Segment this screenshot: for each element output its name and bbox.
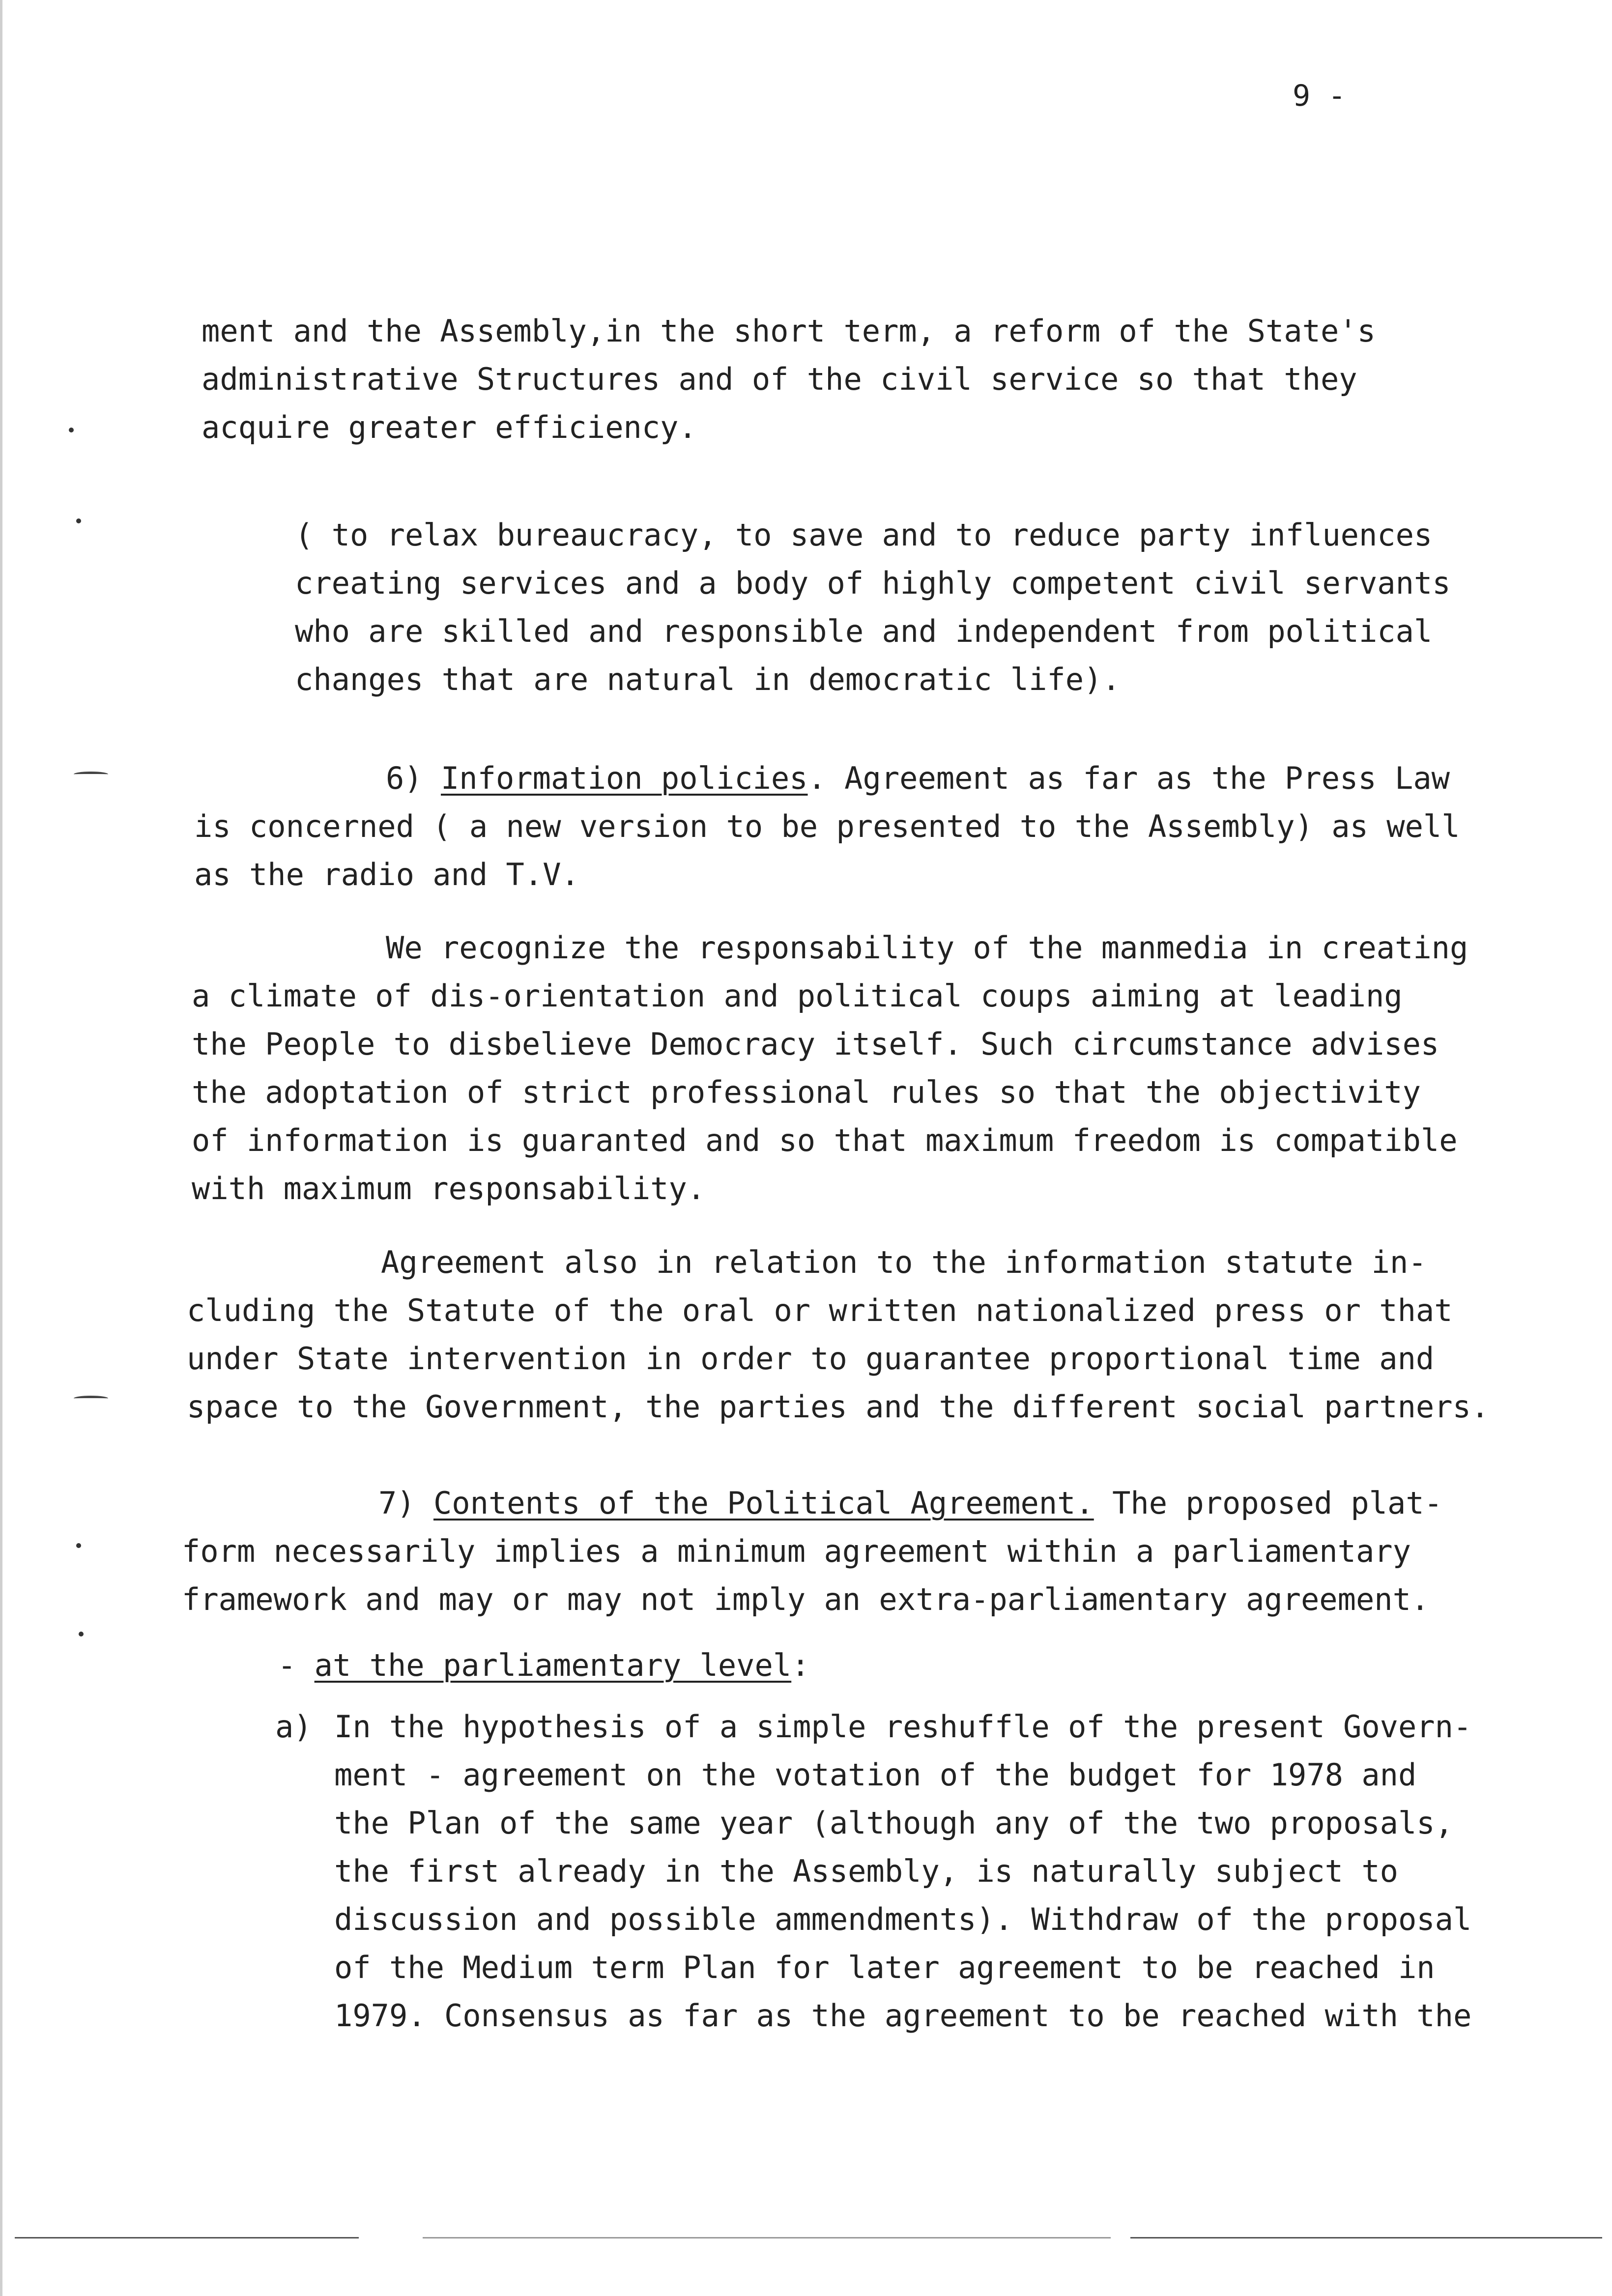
text-line: the adoptation of strict professional rules so that the objectivity	[192, 1074, 1421, 1110]
text-line: the People to disbelieve Democracy itself. Such circumstance advises	[192, 1026, 1439, 1062]
bottom-rule-middle	[423, 2237, 1111, 2239]
text-line: cluding the Statute of the oral or written nationalized press or that	[187, 1292, 1453, 1328]
dash: -	[278, 1647, 315, 1683]
text-run: . Agreement as far as the Press Law	[807, 760, 1450, 796]
section-6-first-line	[194, 754, 1460, 803]
subheading-parliamentary-level	[278, 1641, 810, 1690]
page-edge	[0, 0, 2, 2296]
section-6	[194, 754, 1460, 899]
text-line: 1979. Consensus as far as the agreement to be reached with the	[334, 1998, 1472, 2034]
text-line: a climate of dis-orientation and political coups aiming at leading	[192, 978, 1403, 1014]
margin-dot	[79, 1632, 84, 1636]
section-heading: Contents of the Political Agreement.	[433, 1485, 1094, 1521]
paragraph-statute	[187, 1238, 1489, 1431]
paragraph-reform	[202, 307, 1376, 452]
text-line: form necessarily implies a minimum agreement within a parliamentary	[182, 1533, 1411, 1569]
text-line: space to the Government, the parties and the different social partners.	[187, 1389, 1490, 1425]
margin-dot	[76, 518, 81, 523]
paragraph-media	[192, 924, 1468, 1213]
section-7-first-line	[182, 1479, 1442, 1527]
paragraph-bureaucracy	[295, 511, 1451, 704]
text-line: acquire greater efficiency.	[202, 409, 697, 445]
text-line: is concerned ( a new version to be presented to the Assembly) as well	[194, 808, 1460, 844]
text-run: The proposed plat-	[1094, 1485, 1442, 1521]
text-line: creating services and a body of highly competent civil servants	[295, 565, 1451, 601]
colon: :	[791, 1647, 810, 1683]
page-number: 9 -	[1293, 79, 1346, 113]
text-line: the Plan of the same year (although any of the two proposals,	[334, 1805, 1453, 1841]
text-line: In the hypothesis of a simple reshuffle of the present Govern-	[334, 1709, 1472, 1745]
section-number: 7)	[378, 1485, 415, 1521]
margin-dot	[69, 428, 74, 432]
text-line: of information is guaranted and so that maximum freedom is compatible	[192, 1122, 1458, 1158]
margin-dot	[76, 1543, 81, 1548]
margin-dash	[74, 1396, 108, 1401]
text-line: as the radio and T.V.	[194, 857, 579, 892]
section-7	[182, 1479, 1442, 1624]
text-line: ( to relax bureaucracy, to save and to reduce party influences	[295, 517, 1433, 553]
bottom-rule-right	[1130, 2237, 1602, 2239]
text-line: administrative Structures and of the civil service so that they	[202, 361, 1357, 397]
text-line: discussion and possible ammendments). Withdraw of the proposal	[334, 1901, 1472, 1937]
text-line: ment and the Assembly,in the short term, a reform of the State's	[202, 313, 1376, 349]
text-line: under State intervention in order to guarantee proportional time and	[187, 1341, 1435, 1377]
text-line: who are skilled and responsible and independent from political	[295, 613, 1433, 649]
item-a	[334, 1703, 1471, 2040]
section-heading: Information policies	[440, 760, 808, 796]
text-line: framework and may or may not imply an extra-parliamentary agreement.	[182, 1581, 1430, 1617]
text-line: ment - agreement on the votation of the budget for 1978 and	[334, 1757, 1417, 1793]
text-line: We recognize the responsability of the manmedia in creating	[386, 930, 1468, 966]
text-line: with maximum responsability.	[192, 1171, 706, 1206]
section-number: 6)	[386, 760, 423, 796]
text-line: of the Medium term Plan for later agreement to be reached in	[334, 1950, 1435, 1985]
item-a-label: a)	[275, 1709, 312, 1745]
text-line: changes that are natural in democratic life).	[295, 661, 1121, 697]
margin-dash	[74, 772, 108, 777]
text-line: the first already in the Assembly, is naturally subject to	[334, 1853, 1398, 1889]
text-line: Agreement also in relation to the information statute in-	[381, 1244, 1427, 1280]
subheading-text: at the parliamentary level	[314, 1647, 792, 1683]
bottom-rule-left	[15, 2237, 359, 2239]
